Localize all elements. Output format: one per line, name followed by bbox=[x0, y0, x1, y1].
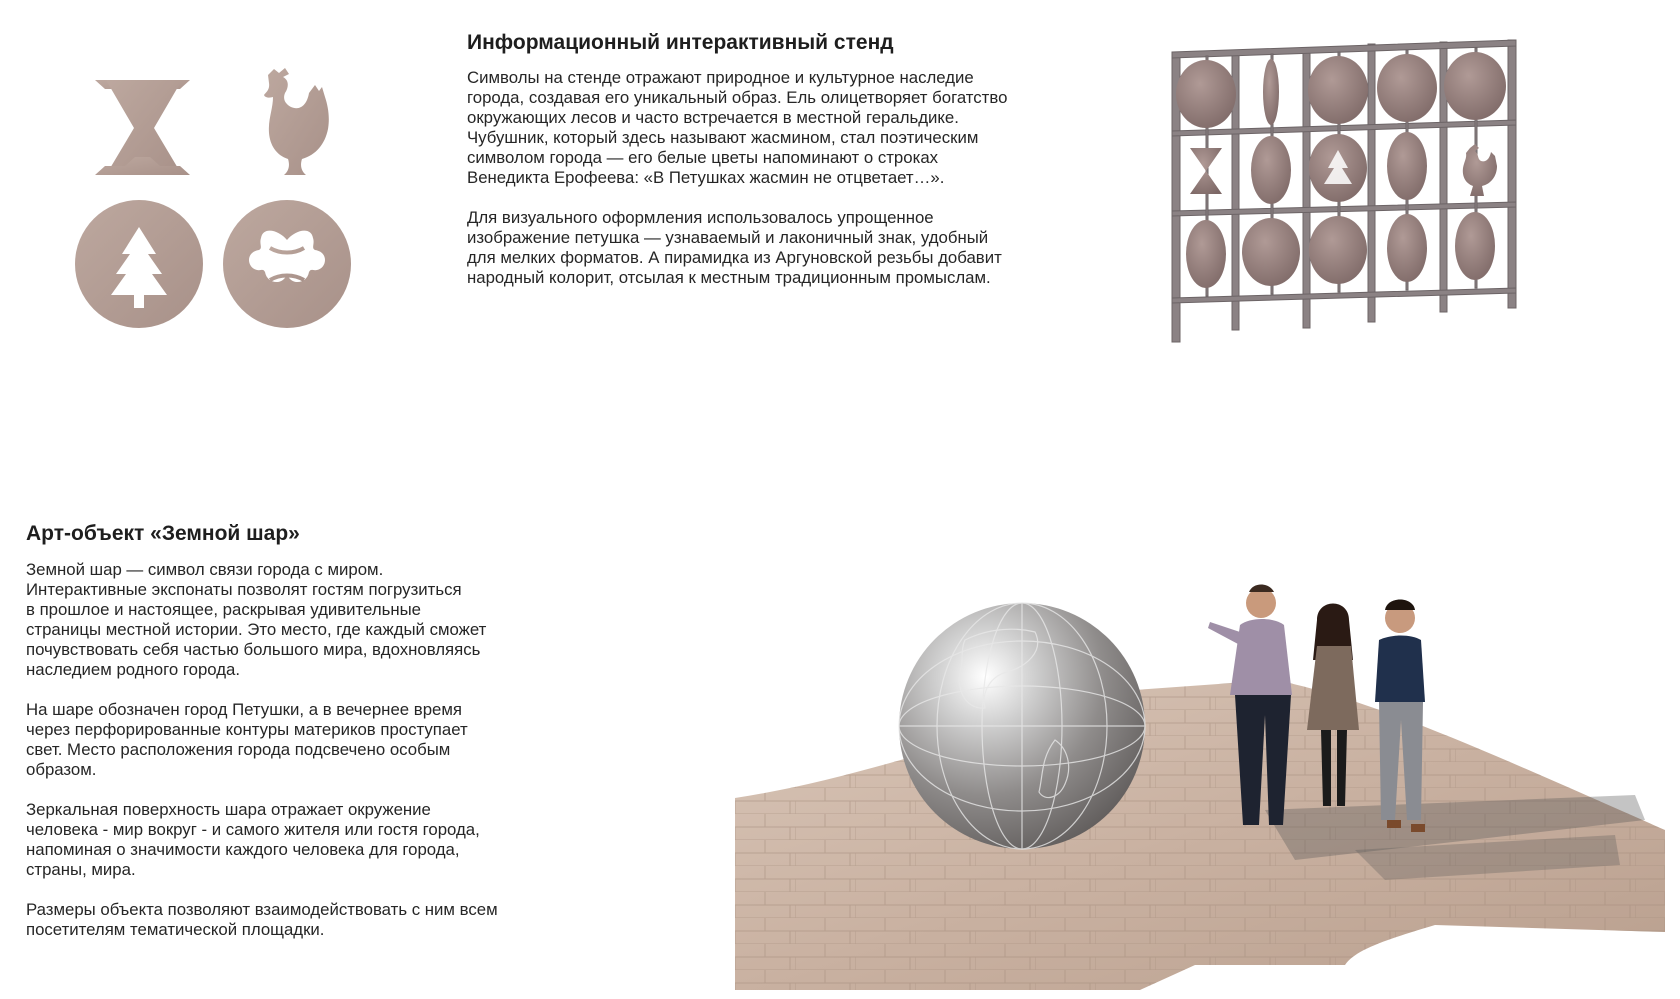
globe-title: Арт-объект «Земной шар» bbox=[26, 522, 300, 545]
jasmine-flower-symbol-icon bbox=[223, 200, 351, 328]
stand-description bbox=[467, 68, 1087, 288]
stand-title: Информационный интерактивный стенд bbox=[467, 31, 894, 54]
pyramid-symbol-icon bbox=[92, 80, 196, 175]
globe-paragraph: Зеркальная поверхность шара отражает окружение человека - мир вокруг - и самого жителя или гостя города, напоминая о значимости каждого человека для города, страны, мира. bbox=[26, 800, 480, 879]
stand-paragraph: Для визуального оформления использовалось упрощенное изображение петушка — узнаваемый и лаконичный знак, удобный для мелких форматов. А пирамидка из Аргуновской резьбы добавит народный колорит, отсылая к местным традиционным промыслам. bbox=[467, 208, 1002, 287]
stand-paragraph: Символы на стенде отражают природное и культурное наследие города, создавая его уникальный образ. Ель олицетворяет богатство окружающих лесов и часто встречается в местной геральдике. Чубушник, который здесь называют жасмином, стал поэтическим символом города — его белые цветы напоминают о строках Венедикта Ерофеева: «В Петушках жасмин не отцветает…». bbox=[467, 68, 1008, 187]
globe-description bbox=[26, 560, 586, 940]
interactive-stand-render bbox=[1170, 36, 1550, 348]
rooster-symbol-icon bbox=[264, 68, 329, 175]
globe-paragraph: Земной шар — символ связи города с миром. Интерактивные экспонаты позволят гостям погрузиться в прошлое и настоящее, раскрывая удивительные страницы местной истории. Это место, где каждый сможет почувствовать себя частью большого мира, вдохновляясь наследием родного города. bbox=[26, 560, 487, 679]
fir-tree-symbol-icon bbox=[75, 200, 203, 328]
stand-symbols bbox=[70, 62, 370, 334]
globe-paragraph: Размеры объекта позволяют взаимодействовать с ним всем посетителям тематической площадки. bbox=[26, 900, 498, 939]
globe-paragraph: На шаре обозначен город Петушки, а в вечернее время через перфорированные контуры материков проступает свет. Место расположения города подсвечено особым образом. bbox=[26, 700, 468, 779]
globe-object bbox=[899, 603, 1145, 849]
globe-scene-render bbox=[735, 580, 1675, 990]
